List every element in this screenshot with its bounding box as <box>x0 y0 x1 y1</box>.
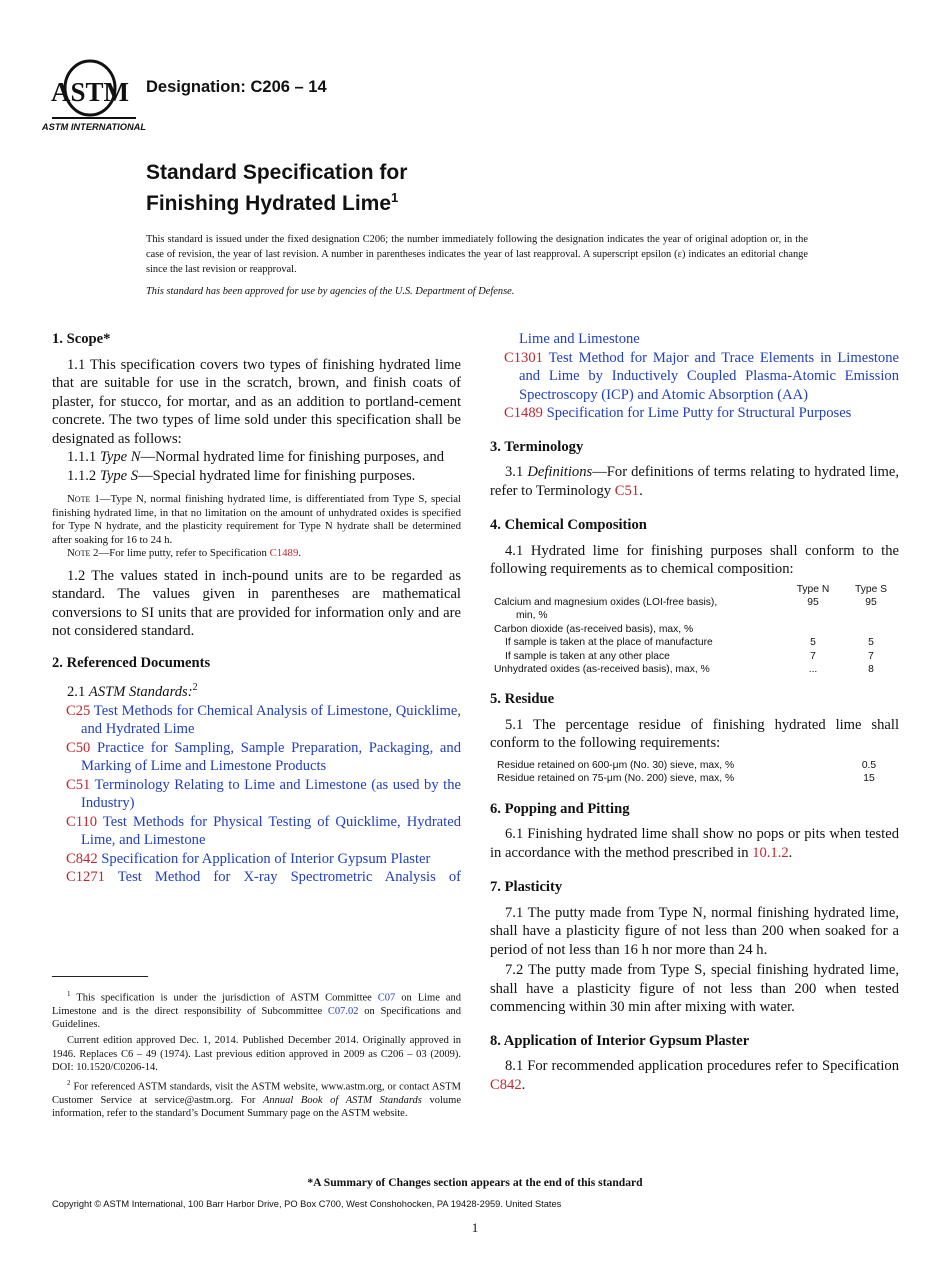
section-heading-popping: 6. Popping and Pitting <box>490 800 630 817</box>
footnote-2: $^2$ For referenced ASTM standards, visit the ASTM website, www.astm.org, or contact ASTM Customer Service at service@astm.org. For Annual Book of ASTM Standards volume information, refer to the standard’s Document Summary page on the ASTM website. <box>52 1079 462 1120</box>
section-heading-scope: 1. Scope* <box>52 331 111 347</box>
para-2-1: 2.1 ASTM Standards:$^2$ <box>67 682 198 701</box>
para-7-1: 7.1 The putty made from Type N, normal finishing hydrated lime, shall have a plasticity figure of not less than 200 when soaked for a period of not less than 16 h nor more than 24 h. <box>490 904 899 958</box>
reference-item[interactable]: C51 Terminology Relating to Lime and Limestone (as used by the Industry) <box>66 776 461 812</box>
reference-item[interactable]: C1301 Test Method for Major and Trace Elements in Limestone and Lime by Inductively Coupled Plasma-Atomic Emission Spectroscopy (ICP) and Atomic Absorption (AA) <box>504 349 899 403</box>
table-row: Residue retained on 75-μm (No. 200) sieve, max, % 15 <box>497 773 875 785</box>
reference-item[interactable]: C110 Test Methods for Physical Testing of Quicklime, Hydrated Lime, and Limestone <box>66 813 461 849</box>
table-row: Carbon dioxide (as-received basis), max, % <box>494 623 694 635</box>
para-8-1: 8.1 For recommended application procedures refer to Specification C842. <box>490 1058 899 1093</box>
reference-item[interactable]: C1271 Test Method for X-ray Spectrometric Analysis of <box>66 869 461 886</box>
section-heading-plasticity: 7. Plasticity <box>490 879 563 896</box>
intro-paragraph: This standard is issued under the fixed designation C206; the number immediately following the designation indicates the year of original adoption or, in the case of revision, the year of last revision. A number in parentheses indicates the year of last reapproval. A superscript epsilon (ε) indicates an editorial change since the last revision or reapproval. <box>146 234 808 275</box>
svg-text:ASTM: ASTM <box>50 77 130 107</box>
section-heading-terminology: 3. Terminology <box>490 438 584 455</box>
title-line-2: Finishing Hydrated Lime$^1$ <box>146 190 399 215</box>
para-7-2: 7.2 The putty made from Type S, special finishing hydrated lime, shall have a plasticity figure of not less than 200 when tested commencing within 30 min after mixing with water. <box>490 962 899 1016</box>
para-4-1: 4.1 Hydrated lime for finishing purposes shall conform to the following requirements as to chemical composition: <box>490 542 899 577</box>
link-c842[interactable]: C842 <box>490 1076 522 1093</box>
para-1-2: 1.2 The values stated in inch-pound units are to be regarded as standard. The values given in parentheses are mathematical conversions to SI units that are provided for information only and are not considered standard. <box>52 567 461 640</box>
reference-item[interactable]: C1489 Specification for Lime Putty for Structural Purposes <box>504 405 852 421</box>
title-footnote-marker: 1 <box>391 190 399 205</box>
table-row: Residue retained on 600-μm (No. 30) sieve, max, % 0.5 <box>497 759 877 771</box>
para-1-1: 1.1 This specification covers two types of finishing hydrated lime that are suitable for use in the scratch, brown, and finish coats of plaster, for stucco, for mortar, and as an addition to portland-cement concrete. The two types of lime sold under this specification shall be designated as follows: <box>52 356 461 447</box>
table-header-row: Type N Type S <box>796 583 888 595</box>
designation: Designation: C206 – 14 <box>146 78 327 96</box>
link-c07-02[interactable]: C07.02 <box>327 1005 359 1017</box>
section-heading-referenced-documents: 2. Referenced Documents <box>52 654 211 671</box>
dod-approval: This standard has been approved for use by agencies of the U.S. Department of Defense. <box>146 286 515 297</box>
footnote-divider <box>52 976 148 977</box>
table-row: Calcium and magnesium oxides (LOI-free basis), 95 95 <box>494 596 877 608</box>
link-c1489[interactable]: C1489 <box>269 547 299 560</box>
table-row: If sample is taken at the place of manufacture 5 5 <box>505 637 874 649</box>
footnotes <box>52 988 461 1121</box>
chemical-requirements-table <box>490 583 899 677</box>
astm-logo <box>41 58 147 134</box>
table-row: min, % <box>516 610 548 622</box>
section-heading-residue: 5. Residue <box>490 691 555 708</box>
table-row: If sample is taken at any other place 7 7 <box>505 650 874 662</box>
svg-text:ASTM INTERNATIONAL: ASTM INTERNATIONAL <box>41 122 147 132</box>
table-row: Unhydrated oxides (as-received basis), max, % ... 8 <box>494 663 874 675</box>
section-heading-chemical-composition: 4. Chemical Composition <box>490 517 647 533</box>
right-column <box>490 330 899 1094</box>
para-1-1-1: 1.1.1 Type N—Normal hydrated lime for finishing purposes, and <box>67 449 445 465</box>
para-5-1: 5.1 The percentage residue of finishing hydrated lime shall conform to the following requirements: <box>490 716 899 752</box>
reference-item[interactable]: C842 Specification for Application of Interior Gypsum Plaster <box>66 850 431 867</box>
link-c51[interactable]: C51 <box>614 482 640 499</box>
copyright: Copyright © ASTM International, 100 Barr Harbor Drive, PO Box C700, West Conshohocken, PA 19428-2959. United States <box>52 1199 562 1209</box>
reference-item[interactable]: C25 Test Methods for Chemical Analysis of Limestone, Quicklime, and Hydrated Lime <box>66 702 461 738</box>
left-column <box>52 330 461 887</box>
document-title <box>146 160 407 216</box>
note-2: Note 2—For lime putty, refer to Specification C1489. <box>67 547 302 560</box>
reference-item[interactable]: C50 Practice for Sampling, Sample Preparation, Packaging, and Marking of Lime and Limestone Products <box>66 739 461 775</box>
section-heading-application: 8. Application of Interior Gypsum Plaster <box>490 1032 750 1049</box>
para-1-1-2: 1.1.2 Type S—Special hydrated lime for finishing purposes. <box>67 467 416 484</box>
summary-of-changes-note: *A Summary of Changes section appears at the end of this standard <box>307 1176 643 1189</box>
reference-list-left <box>52 702 461 887</box>
reference-item-continued[interactable]: Lime and Limestone <box>519 331 640 347</box>
link-c07[interactable]: C07 <box>377 992 396 1004</box>
astm-logo-mark <box>41 58 147 134</box>
note-1: Note 1—Type N, normal finishing hydrated lime, is differentiated from Type S, special finishing hydrated lime, in that no limitation on the amount of unhydrated oxides is specified for Type N hydrate, and the plasticity requirement for Type N hydrate shall be determined after soaking for 16 to 24 h. <box>52 493 461 546</box>
para-3-1: 3.1 Definitions—For definitions of terms relating to hydrated lime, refer to Terminology C51. <box>490 464 899 499</box>
page-number: 1 <box>471 1220 479 1235</box>
residue-requirements-table <box>490 759 899 786</box>
footnote-1: $^1$ This specification is under the jurisdiction of ASTM Committee C07 on Lime and Limestone and is the direct responsibility of Subcommittee C07.02 on Specifications and Guidelines. <box>52 990 461 1031</box>
link-10-1-2[interactable]: 10.1.2 <box>752 844 789 861</box>
reference-list-right <box>490 330 899 423</box>
footnote-1-edition: Current edition approved Dec. 1, 2014. Published December 2014. Originally approved in 1946. Replaces C6 – 49 (1974). Last previous edition approved in 2009 as C206 – 03 (2009). DOI: 10.1520/C0206-14. <box>52 1035 461 1073</box>
para-6-1: 6.1 Finishing hydrated lime shall show no pops or pits when tested in accordance with the method prescribed in 10.1.2. <box>490 826 899 861</box>
title-line-1: Standard Specification for <box>146 161 408 184</box>
